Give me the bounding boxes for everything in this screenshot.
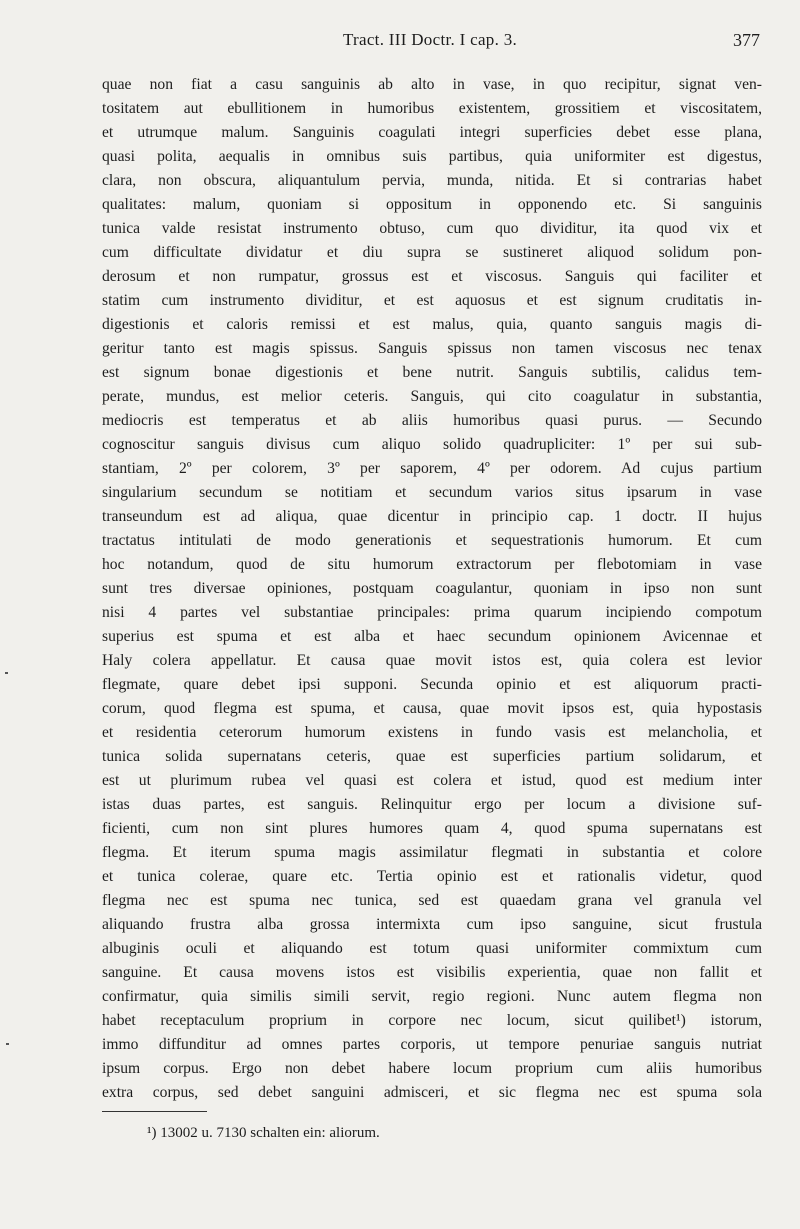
text-line: et tunica colerae, quare etc. Tertia opinio est et rationalis videtur, quod <box>102 868 762 885</box>
text-line: tunica solida supernatans ceteris, quae est superficies partium solidarum, et <box>102 748 762 765</box>
scan-speck <box>5 672 8 674</box>
text-line: perate, mundus, est melior ceteris. Sanguis, qui cito coagulatur in substantia, <box>102 388 762 405</box>
text-line: albuginis oculi et aliquando est totum quasi uniformiter commixtum cum <box>102 940 762 957</box>
text-line: nisi 4 partes vel substantiae principales: prima quarum incipiendo compotum <box>102 604 762 621</box>
footnote: ¹) 13002 u. 7130 schalten ein: aliorum. <box>147 1125 380 1141</box>
page-header <box>100 30 760 56</box>
text-line: flegmate, quare debet ipsi supponi. Secunda opinio et est aliquorum practi- <box>102 676 762 693</box>
text-line: et residentia ceterorum humorum existens in fundo vasis est melancholia, et <box>102 724 762 741</box>
scan-speck <box>6 1043 9 1045</box>
text-line: ficienti, cum non sint plures humores quam 4, quod spuma supernatans est <box>102 820 762 837</box>
text-line: superius est spuma et est alba et haec secundum opinionem Avicennae et <box>102 628 762 645</box>
text-line: confirmatur, quia similis simili servit, regio regioni. Nunc autem flegma non <box>102 988 762 1005</box>
text-line: cum difficultate dividatur et diu supra se sustineret aliquod solidum pon- <box>102 244 762 261</box>
text-line: aliquando frustra alba grossa intermixta cum ipso sanguine, sicut frustula <box>102 916 762 933</box>
text-line: immo diffunditur ad omnes partes corporis, ut tempore penuriae sanguis nutriat <box>102 1036 762 1053</box>
text-line: et utrumque malum. Sanguinis coagulati integri superficies debet esse plana, <box>102 124 762 141</box>
text-line: istas duas partes, est sanguis. Relinquitur ergo per locum a divisione suf- <box>102 796 762 813</box>
text-line: Haly colera appellatur. Et causa quae movit istos est, quia colera est levior <box>102 652 762 669</box>
text-line: flegma nec est spuma nec tunica, sed est quaedam grana vel granula vel <box>102 892 762 909</box>
text-line: clara, non obscura, aliquantulum pervia, munda, nitida. Et si contrarias habet <box>102 172 762 189</box>
text-line: stantiam, 2º per colorem, 3º per saporem, 4º per odorem. Ad cujus partium <box>102 460 762 477</box>
running-title: Tract. III Doctr. I cap. 3. <box>342 30 518 49</box>
text-line: est ut plurimum rubea vel quasi est colera et istud, quod est medium inter <box>102 772 762 789</box>
body-text <box>102 73 762 1105</box>
text-line: corum, quod flegma est spuma, et causa, quae movit ipsos est, quia hypostasis <box>102 700 762 717</box>
text-line: sanguine. Et causa movens istos est visibilis experientia, quae non fallit et <box>102 964 762 981</box>
text-line: hoc notandum, quod de situ humorum extractorum per flebotomiam in vase <box>102 556 762 573</box>
page-number: 377 <box>733 30 760 50</box>
text-line: tractatus intitulati de modo generationis et sequestrationis humorum. Et cum <box>102 532 762 549</box>
text-line: est signum bonae digestionis et bene nutrit. Sanguis subtilis, calidus tem- <box>102 364 762 381</box>
text-line: flegma. Et iterum spuma magis assimilatur flegmati in substantia et colore <box>102 844 762 861</box>
text-line: tunica valde resistat instrumento obtuso, cum quo dividitur, ita quod vix et <box>102 220 762 237</box>
text-line: statim cum instrumento dividitur, et est aquosus et est signum cruditatis in- <box>102 292 762 309</box>
text-line: extra corpus, sed debet sanguini admisceri, et sic flegma nec est spuma sola <box>102 1084 762 1101</box>
text-line: transeundum est ad aliqua, quae dicentur in principio cap. 1 doctr. II hujus <box>102 508 762 525</box>
text-line: geritur tanto est magis spissus. Sanguis spissus non tamen viscosus nec tenax <box>102 340 762 357</box>
text-line: habet receptaculum proprium in corpore nec locum, sicut quilibet¹) istorum, <box>102 1012 762 1029</box>
text-line: qualitates: malum, quoniam si oppositum in opponendo etc. Si sanguinis <box>102 196 762 213</box>
text-line: quae non fiat a casu sanguinis ab alto in vase, in quo recipitur, signat ven- <box>102 76 762 93</box>
text-line: singularium secundum se notitiam et secundum varios situs ipsarum in vase <box>102 484 762 501</box>
text-line: tositatem aut ebullitionem in humoribus existentem, grossitiem et viscositatem, <box>102 100 762 117</box>
text-line: sunt tres diversae opiniones, postquam coagulantur, quoniam in ipso non sunt <box>102 580 762 597</box>
text-line: ipsum corpus. Ergo non debet habere locum proprium cum aliis humoribus <box>102 1060 762 1077</box>
text-line: digestionis et caloris remissi et est malus, quia, quanto sanguis magis di- <box>102 316 762 333</box>
text-line: quasi polita, aequalis in omnibus suis partibus, quia uniformiter est digestus, <box>102 148 762 165</box>
text-line: derosum et non rumpatur, grossus est et viscosus. Sanguis qui faciliter et <box>102 268 762 285</box>
footnote-divider <box>102 1111 207 1112</box>
text-line: mediocris est temperatus et ab aliis humoribus quasi purus. — Secundo <box>102 412 762 429</box>
text-line: cognoscitur sanguis divisus cum aliquo solido quadrupliciter: 1º per sui sub- <box>102 436 762 453</box>
